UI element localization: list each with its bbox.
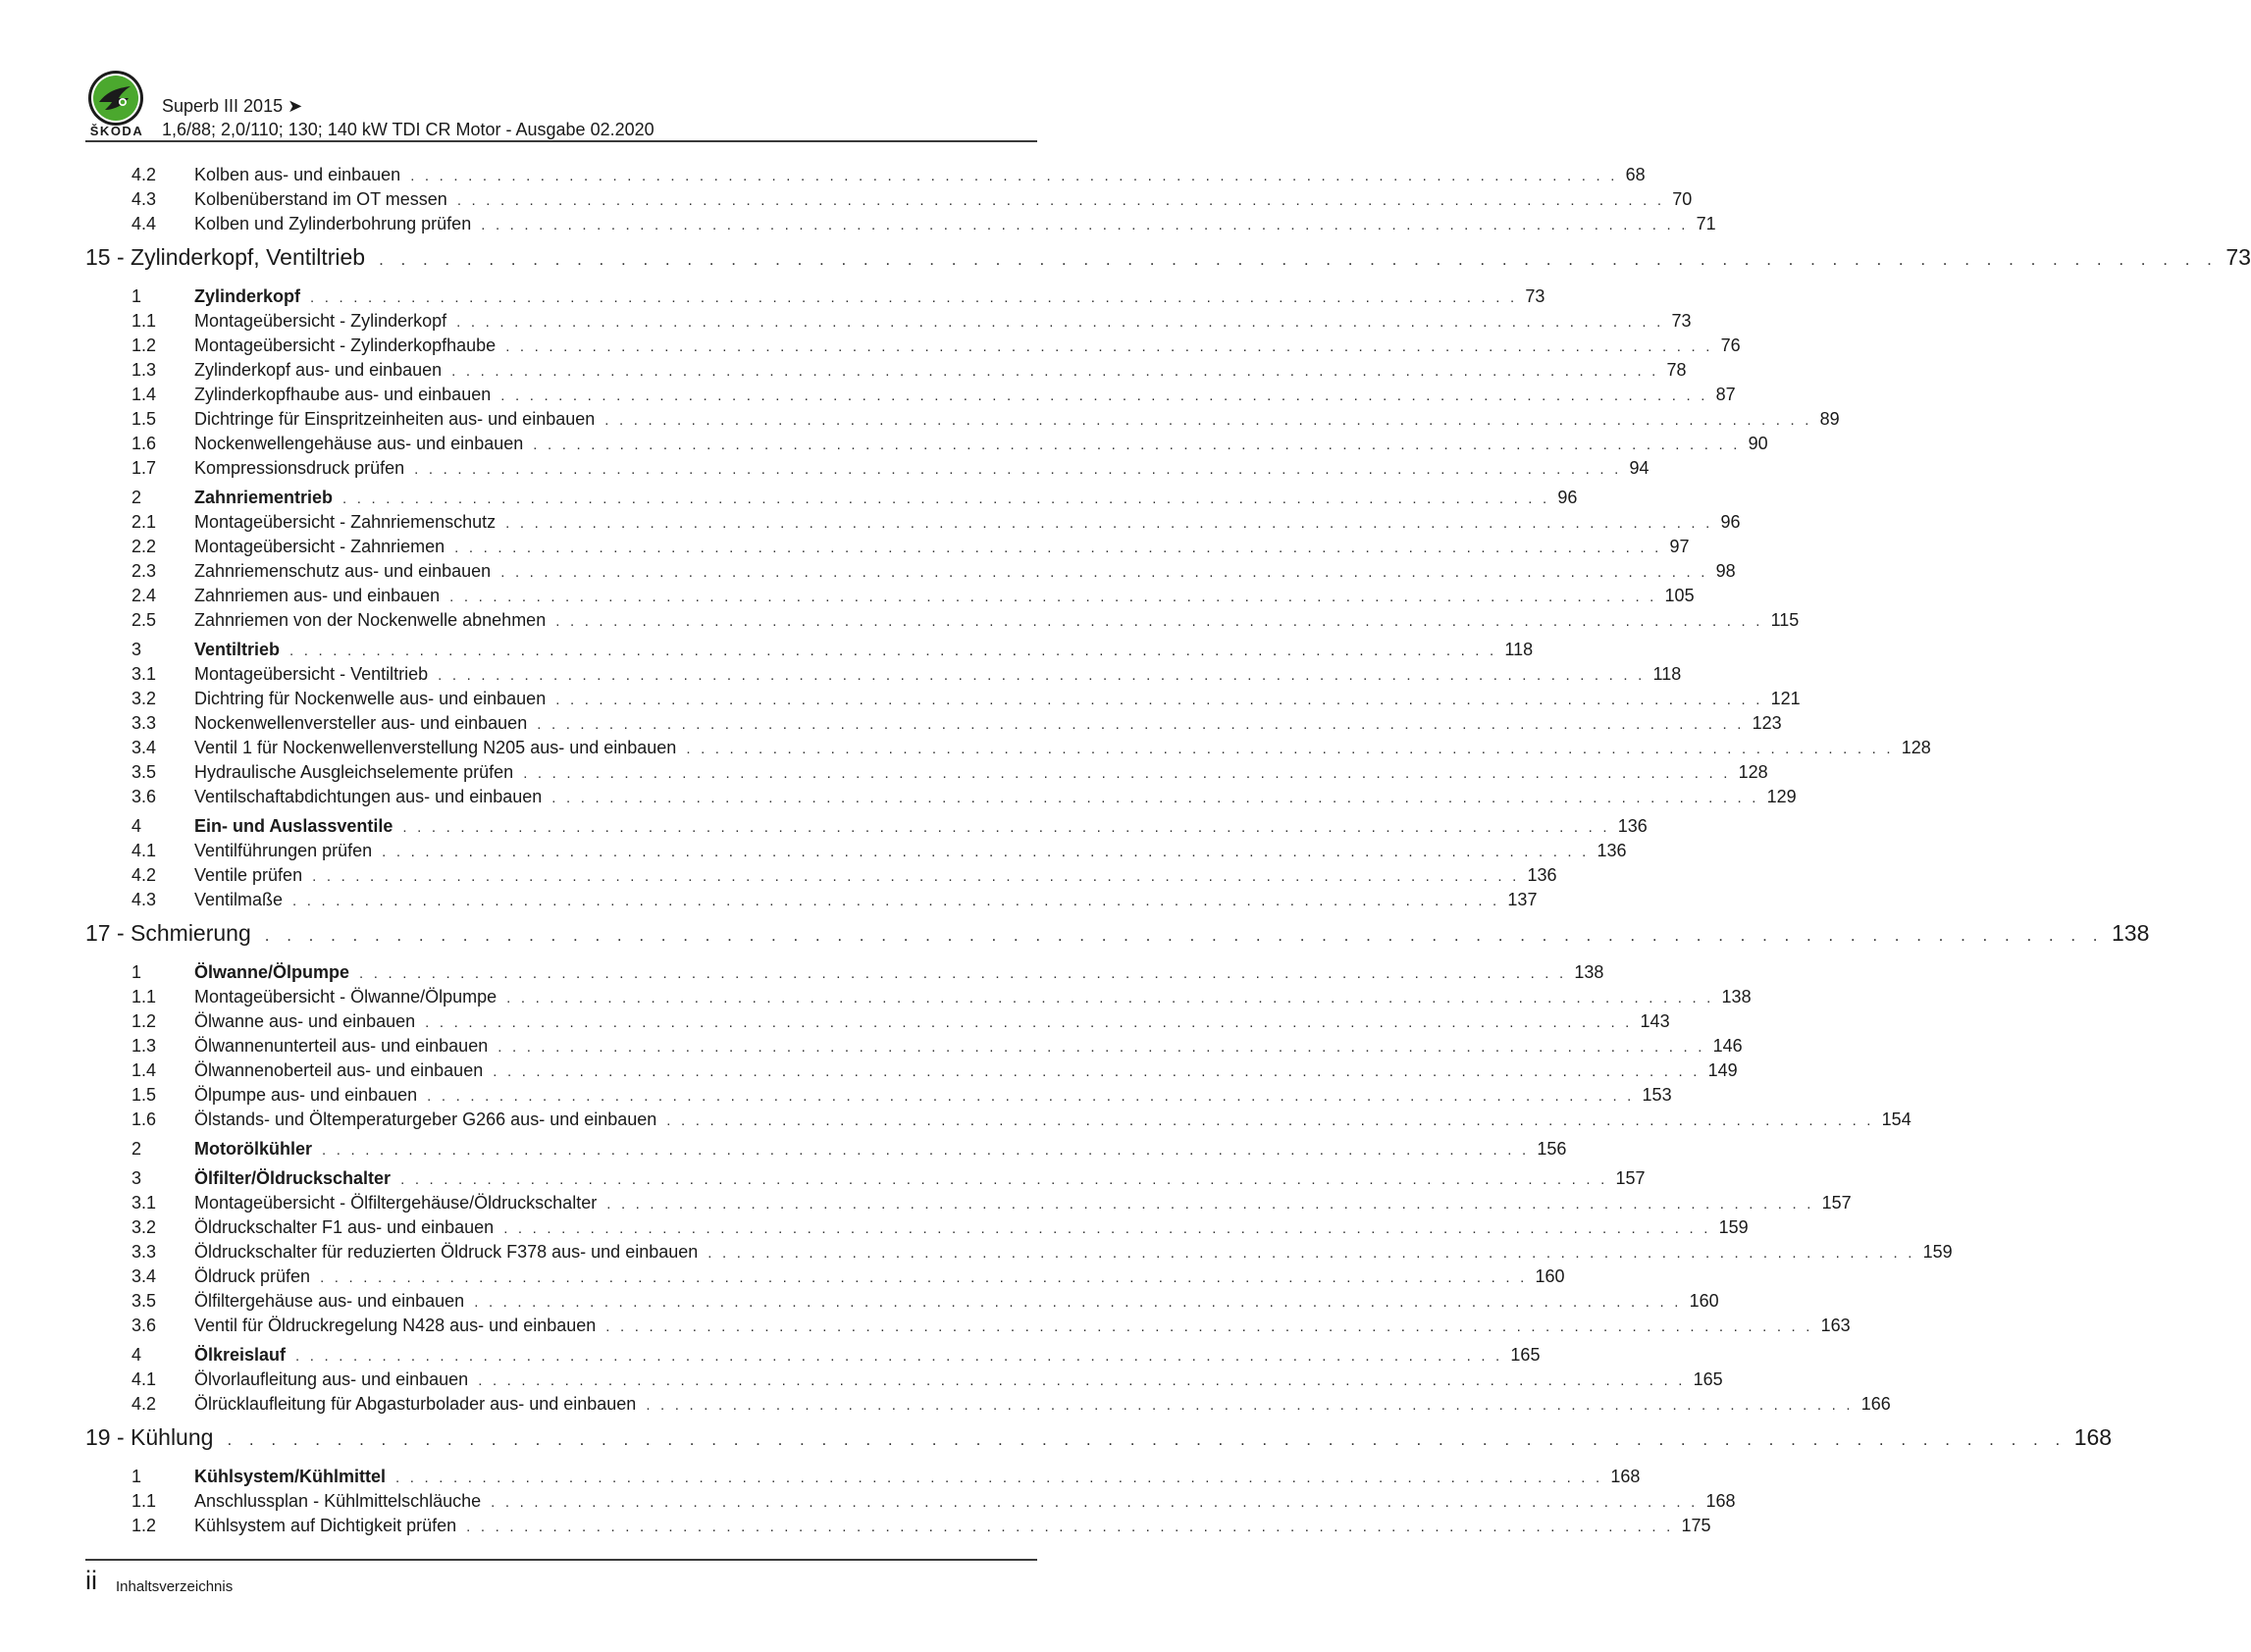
toc-entry-number: 1.7 — [131, 458, 157, 478]
toc-dot-leader: . . . . . . . . . . . . . . . . . . . . . . . . . . . . . . . . . . . . . . . . . . . . . . . . . . . . . . . . . . . . . . . . . . . . . . . . . . . . . . . . . . . . — [438, 667, 1646, 684]
toc-item-row — [85, 1491, 1736, 1516]
toc-dot-leader: . . . . . . . . . . . . . . . . . . . . . . . . . . . . . . . . . . . . . . . . . . . . . . . . . . . . . . . . . . . . . . . . . . . . . . . . . . . . . . . . . . . . — [555, 692, 1763, 708]
header-divider — [85, 140, 1037, 142]
toc-entry-number: 1.1 — [131, 987, 157, 1007]
toc-entry-page: 163 — [1820, 1316, 1851, 1335]
toc-item-row — [85, 385, 1736, 409]
toc-entry-number: 1 — [131, 1467, 142, 1486]
toc-dot-leader: . . . . . . . . . . . . . . . . . . . . . . . . . . . . . . . . . . . . . . . . . . . . . . . . . . . . . . . . . . . . . . . . . . . . . . . . . . . . . . . . . . . . — [606, 1196, 1814, 1213]
toc-entry-page: 143 — [1640, 1011, 1670, 1031]
toc-item-row — [85, 713, 1782, 738]
toc-item-row — [85, 586, 1695, 610]
toc-dot-leader: . . . . . . . . . . . . . . . . . . . . . . . . . . . . . . . . . . . . . . . . . . . . . . . . . . . . . . . . . . . . . . . . . . . . . . . . . . . . . . . . . . . . — [400, 1171, 1608, 1188]
toc-dot-leader: . . . . . . . . . . . . . . . . . . . . . . . . . . . . . . . . . . . . . . . . . . . . . . . . . . . . . . . . . . . . . . . . . . . . . . . . . . . . . . . . . . . . — [707, 1245, 1915, 1262]
skoda-logo-icon — [85, 69, 146, 128]
toc-entry-title: Ölvorlaufleitung aus- und einbauen — [194, 1369, 469, 1389]
toc-entry-title: Ölwanne aus- und einbauen — [194, 1011, 416, 1031]
toc-entry-page: 165 — [1510, 1345, 1541, 1365]
toc-entry-title: Zylinderkopfhaube aus- und einbauen — [194, 385, 492, 404]
toc-entry-title: Nockenwellengehäuse aus- und einbauen — [194, 434, 524, 453]
toc-item-row — [85, 537, 1690, 561]
table-of-contents — [85, 165, 2251, 1540]
toc-dot-leader: . . . . . . . . . . . . . . . . . . . . . . . . . . . . . . . . . . . . . . . . . . . . . . . . . . . . . . . . . . . . . . . . . . . . . . . . . . . . . . . . . . . . — [506, 990, 1714, 1007]
toc-entry-title: Motorölkühler — [194, 1139, 312, 1159]
toc-entry-page: 154 — [1881, 1110, 1911, 1129]
toc-dot-leader: . . . . . . . . . . . . . . . . . . . . . . . . . . . . . . . . . . . . . . . . . . . . . . . . . . . . . . . . . . . . . . . . . . . . . . . . . . . . . . . . . . . . — [425, 1014, 1633, 1031]
toc-entry-title: Dichtring für Nockenwelle aus- und einbauen — [194, 689, 547, 708]
toc-item-row — [85, 165, 1646, 189]
toc-dot-leader: . . . . . . . . . . . . . . . . . . . . . . . . . . . . . . . . . . . . . . . . . . . . . . . . . . . . . . . . . . . . . . . . . . . . . . . . . . . . . . . . . . . . — [537, 716, 1745, 733]
toc-section-row — [85, 286, 1545, 311]
toc-entry-number: 1 — [131, 962, 142, 982]
toc-entry-page: 115 — [1770, 610, 1800, 630]
toc-dot-leader: . . . . . . . . . . . . . . . . . . . . . . . . . . . . . . . . . . . . . . . . . . . . . . . . . . . . . . . . . . . . . . . . . . . . . . . . . . . . . . . . . . . . — [605, 1318, 1813, 1335]
toc-entry-number: 3.4 — [131, 738, 157, 757]
toc-entry-page: 138 — [1721, 987, 1752, 1007]
toc-dot-leader: . . . . . . . . . . . . . . . . . . . . . . . . . . . . . . . . . . . . . . . . . . . . . . . . . . . . . . . . . . . . . . . . . . . . . . . . . . . . . . . . . . . . — [342, 490, 1550, 507]
toc-dot-leader: . . . . . . . . . . . . . . . . . . . . . . . . . . . . . . . . . . . . . . . . . . . . . . . . . . . . . . . . . . . . . . . . . . . . . . . . . . . . . . . . . . . . — [449, 589, 1657, 605]
toc-entry-title: Kühlsystem/Kühlmittel — [194, 1467, 387, 1486]
toc-dot-leader: . . . . . . . . . . . . . . . . . . . . . . . . . . . . . . . . . . . . . . . . . . . . . . . . . . . . . . . . . . . . . . . . . . . . . . . . . . . . . . . . . . . . — [322, 1142, 1530, 1159]
toc-section-row — [85, 1168, 1646, 1193]
toc-entry-title: Zylinderkopf aus- und einbauen — [194, 360, 443, 380]
toc-entry-page: 168 — [2073, 1424, 2113, 1450]
toc-entry-title: Montageübersicht - Zylinderkopfhaube — [194, 336, 497, 355]
toc-item-row — [85, 610, 1800, 635]
toc-item-row — [85, 360, 1687, 385]
toc-entry-page: 128 — [1738, 762, 1768, 782]
engine-subtitle: 1,6/88; 2,0/110; 130; 140 kW TDI CR Motor - Ausgabe 02.2020 — [162, 120, 654, 139]
toc-dot-leader: . . . . . . . . . . . . . . . . . . . . . . . . . . . . . . . . . . . . . . . . . . . . . . . . . . . . . . . . . . . . . . . . . . . . . . . . . . . . . . . . . . . . — [555, 613, 1763, 630]
toc-entry-page: 118 — [1652, 664, 1682, 684]
toc-entry-page: 136 — [1527, 865, 1557, 885]
toc-dot-leader: . . . . . . . . . . . . . . . . . . . . . . . . . . . . . . . . . . . . . . . . . . . . . . . . . . . . . . . . . . . . . . . . . . . . . . . . . . . . . . . . . . . . — [451, 363, 1659, 380]
toc-entry-number: 4.2 — [131, 865, 157, 885]
toc-entry-title: Montageübersicht - Zylinderkopf — [194, 311, 447, 331]
toc-section-row — [85, 640, 1534, 664]
toc-entry-number: 4.3 — [131, 890, 157, 909]
toc-entry-number: 4 — [131, 816, 142, 836]
toc-entry-page: 78 — [1666, 360, 1687, 380]
toc-entry-number: 3.5 — [131, 1291, 157, 1311]
footer-label: Inhaltsverzeichnis — [116, 1578, 234, 1595]
toc-entry-page: 138 — [1574, 962, 1604, 982]
toc-entry-number: 1.1 — [131, 311, 157, 331]
toc-entry-page: 68 — [1625, 165, 1646, 184]
toc-dot-leader: . . . . . . . . . . . . . . . . . . . . . . . . . . . . . . . . . . . . . . . . . . . . . . . . . . . . . . . . . . . . . . . . . . . . . . . . . . . . . . . . . . . . — [533, 437, 1741, 453]
toc-entry-number: 1.1 — [131, 1491, 157, 1511]
toc-entry-number: 4.3 — [131, 189, 157, 209]
toc-entry-number: 3 — [131, 640, 142, 659]
toc-item-row — [85, 1316, 1851, 1340]
toc-dot-leader: . . . . . . . . . . . . . . . . . . . . . . . . . . . . . . . . . . . . . . . . . . . . . . . . . . . . . . . . . . . . . . . . . . . . . . . . . . . . . . . . . . . . — [382, 844, 1590, 860]
page-number: ii — [85, 1566, 97, 1595]
toc-entry-number: 2.1 — [131, 512, 157, 532]
toc-entry-number: 3.5 — [131, 762, 157, 782]
toc-section-row — [85, 1139, 1567, 1163]
toc-entry-title: Öldruckschalter für reduzierten Öldruck F378 aus- und einbauen — [194, 1242, 699, 1262]
brand-name: ŠKODA — [89, 124, 144, 138]
toc-item-row — [85, 1242, 1953, 1266]
toc-entry-page: 166 — [1860, 1394, 1891, 1414]
toc-entry-page: 73 — [1671, 311, 1692, 331]
toc-entry-number: 3.3 — [131, 713, 157, 733]
toc-item-row — [85, 1394, 1891, 1419]
toc-dot-leader: . . . . . . . . . . . . . . . . . . . . . . . . . . . . . . . . . . . . . . . . . . . . . . . . . . . . . . . . . . . . . . . . . . . . . . . . . . . . . . . . . . . . — [497, 1039, 1705, 1056]
toc-entry-number: 1.2 — [131, 1516, 157, 1535]
toc-entry-title: Ölwanne/Ölpumpe — [194, 962, 350, 982]
toc-dot-leader: . . . . . . . . . . . . . . . . . . . . . . . . . . . . . . . . . . . . . . . . . . . . . . . . . . . . . . . . . . . . . . . . . . . . . . . . . . . . . . . . . . . . — [646, 1397, 1854, 1414]
toc-dot-leader: . . . . . . . . . . . . . . . . . . . . . . . . . . . . . . . . . . . . . . . . . . . . . . . . . . . . . . . . . . . . . . . . . . . . . . . . . . . . . . . . . . . . — [292, 893, 1500, 909]
toc-dot-leader: . . . . . . . . . . . . . . . . . . . . . . . . . . . . . . . . . . . . . . . . . . . . . . . . . . . . . . . . . . . . . . . . . . . . . . . . . . . . . . . . . . . . — [491, 1494, 1699, 1511]
toc-chapter-row — [85, 1424, 2113, 1462]
toc-entry-page: 160 — [1535, 1266, 1565, 1286]
toc-entry-number: 3.4 — [131, 1266, 157, 1286]
toc-entry-page: 168 — [1705, 1491, 1736, 1511]
toc-dot-leader: . . . . . . . . . . . . . . . . . . . . . . . . . . . . . . . . . . . . . . . . . . . . . . . . . . . . . . . . . . . . . . . . . . . . . . . . . . . . . . . . . . . . — [379, 250, 2219, 269]
toc-item-row — [85, 1085, 1672, 1110]
toc-section-row — [85, 1345, 1541, 1369]
toc-entry-page: 136 — [1617, 816, 1648, 836]
toc-dot-leader: . . . . . . . . . . . . . . . . . . . . . . . . . . . . . . . . . . . . . . . . . . . . . . . . . . . . . . . . . . . . . . . . . . . . . . . . . . . . . . . . . . . . — [604, 412, 1812, 429]
toc-entry-number: 2.4 — [131, 586, 157, 605]
toc-entry-page: 90 — [1748, 434, 1768, 453]
toc-item-row — [85, 1266, 1565, 1291]
toc-dot-leader: . . . . . . . . . . . . . . . . . . . . . . . . . . . . . . . . . . . . . . . . . . . . . . . . . . . . . . . . . . . . . . . . . . . . . . . . . . . . . . . . . . . . — [456, 314, 1664, 331]
toc-entry-number: 1.3 — [131, 1036, 157, 1056]
toc-entry-title: Zahnriemen von der Nockenwelle abnehmen — [194, 610, 547, 630]
toc-entry-page: 153 — [1642, 1085, 1672, 1105]
toc-dot-leader: . . . . . . . . . . . . . . . . . . . . . . . . . . . . . . . . . . . . . . . . . . . . . . . . . . . . . . . . . . . . . . . . . . . . . . . . . . . . . . . . . . . . — [551, 790, 1759, 806]
toc-item-row — [85, 865, 1557, 890]
toc-entry-number: 4.4 — [131, 214, 157, 233]
toc-entry-title: Kühlsystem auf Dichtigkeit prüfen — [194, 1516, 457, 1535]
toc-entry-number: 4.2 — [131, 165, 157, 184]
toc-dot-leader: . . . . . . . . . . . . . . . . . . . . . . . . . . . . . . . . . . . . . . . . . . . . . . . . . . . . . . . . . . . . . . . . . . . . . . . . . . . . . . . . . . . . — [478, 1372, 1686, 1389]
toc-dot-leader: . . . . . . . . . . . . . . . . . . . . . . . . . . . . . . . . . . . . . . . . . . . . . . . . . . . . . . . . . . . . . . . . . . . . . . . . . . . . . . . . . . . . — [500, 564, 1708, 581]
toc-entry-page: 159 — [1922, 1242, 1953, 1262]
toc-entry-number: 1.2 — [131, 336, 157, 355]
toc-dot-leader: . . . . . . . . . . . . . . . . . . . . . . . . . . . . . . . . . . . . . . . . . . . . . . . . . . . . . . . . . . . . . . . . . . . . . . . . . . . . . . . . . . . . — [359, 965, 1567, 982]
toc-item-row — [85, 409, 1840, 434]
toc-entry-number: 3.1 — [131, 664, 157, 684]
toc-entry-page: 121 — [1770, 689, 1801, 708]
toc-dot-leader: . . . . . . . . . . . . . . . . . . . . . . . . . . . . . . . . . . . . . . . . . . . . . . . . . . . . . . . . . . . . . . . . . . . . . . . . . . . . . . . . . . . . — [505, 515, 1713, 532]
toc-entry-title: Montageübersicht - Ventiltrieb — [194, 664, 429, 684]
toc-entry-page: 94 — [1629, 458, 1649, 478]
toc-item-row — [85, 1516, 1711, 1540]
toc-item-row — [85, 336, 1741, 360]
toc-entry-title: Zahnriemenschutz aus- und einbauen — [194, 561, 492, 581]
toc-dot-leader: . . . . . . . . . . . . . . . . . . . . . . . . . . . . . . . . . . . . . . . . . . . . . . . . . . . . . . . . . . . . . . . . . . . . . . . . . . . . . . . . . . . . — [523, 765, 1731, 782]
toc-item-row — [85, 1193, 1852, 1217]
toc-dot-leader: . . . . . . . . . . . . . . . . . . . . . . . . . . . . . . . . . . . . . . . . . . . . . . . . . . . . . . . . . . . . . . . . . . . . . . . . . . . . . . . . . . . . — [481, 217, 1689, 233]
toc-entry-number: 2.5 — [131, 610, 157, 630]
page-header — [85, 69, 1037, 143]
toc-entry-title: Öldruckschalter F1 aus- und einbauen — [194, 1217, 495, 1237]
toc-entry-title: Kolben und Zylinderbohrung prüfen — [194, 214, 472, 233]
toc-dot-leader: . . . . . . . . . . . . . . . . . . . . . . . . . . . . . . . . . . . . . . . . . . . . . . . . . . . . . . . . . . . . . . . . . . . . . . . . . . . . . . . . . . . . — [410, 168, 1618, 184]
toc-entry-page: 159 — [1718, 1217, 1749, 1237]
toc-entry-page: 70 — [1672, 189, 1693, 209]
toc-entry-page: 96 — [1720, 512, 1741, 532]
toc-entry-number: 1.5 — [131, 1085, 157, 1105]
toc-entry-page: 128 — [1901, 738, 1931, 757]
toc-entry-title: Hydraulische Ausgleichselemente prüfen — [194, 762, 514, 782]
toc-dot-leader: . . . . . . . . . . . . . . . . . . . . . . . . . . . . . . . . . . . . . . . . . . . . . . . . . . . . . . . . . . . . . . . . . . . . . . . . . . . . . . . . . . . . — [427, 1088, 1635, 1105]
toc-entry-number: 4.2 — [131, 1394, 157, 1414]
toc-entry-page: 71 — [1696, 214, 1716, 233]
toc-dot-leader: . . . . . . . . . . . . . . . . . . . . . . . . . . . . . . . . . . . . . . . . . . . . . . . . . . . . . . . . . . . . . . . . . . . . . . . . . . . . . . . . . . . . — [264, 926, 2105, 945]
toc-dot-leader: . . . . . . . . . . . . . . . . . . . . . . . . . . . . . . . . . . . . . . . . . . . . . . . . . . . . . . . . . . . . . . . . . . . . . . . . . . . . . . . . . . . . — [320, 1269, 1528, 1286]
toc-entry-title: 15 - Zylinderkopf, Ventiltrieb — [85, 244, 366, 270]
toc-entry-page: 168 — [1610, 1467, 1641, 1486]
toc-entry-page: 123 — [1752, 713, 1782, 733]
toc-dot-leader: . . . . . . . . . . . . . . . . . . . . . . . . . . . . . . . . . . . . . . . . . . . . . . . . . . . . . . . . . . . . . . . . . . . . . . . . . . . . . . . . . . . . — [456, 192, 1665, 209]
toc-entry-page: 96 — [1557, 488, 1578, 507]
toc-item-row — [85, 890, 1538, 914]
toc-entry-page: 89 — [1819, 409, 1840, 429]
toc-entry-number: 1.2 — [131, 1011, 157, 1031]
toc-item-row — [85, 1060, 1738, 1085]
toc-entry-number: 1.4 — [131, 1060, 157, 1080]
toc-dot-leader: . . . . . . . . . . . . . . . . . . . . . . . . . . . . . . . . . . . . . . . . . . . . . . . . . . . . . . . . . . . . . . . . . . . . . . . . . . . . . . . . . . . . — [414, 461, 1622, 478]
toc-dot-leader: . . . . . . . . . . . . . . . . . . . . . . . . . . . . . . . . . . . . . . . . . . . . . . . . . . . . . . . . . . . . . . . . . . . . . . . . . . . . . . . . . . . . — [466, 1519, 1674, 1535]
toc-entry-number: 1 — [131, 286, 142, 306]
toc-entry-number: 1.5 — [131, 409, 157, 429]
toc-dot-leader: . . . . . . . . . . . . . . . . . . . . . . . . . . . . . . . . . . . . . . . . . . . . . . . . . . . . . . . . . . . . . . . . . . . . . . . . . . . . . . . . . . . . — [295, 1348, 1503, 1365]
toc-entry-number: 1.6 — [131, 434, 157, 453]
toc-entry-page: 97 — [1669, 537, 1690, 556]
toc-entry-number: 2.2 — [131, 537, 157, 556]
toc-section-row — [85, 962, 1604, 987]
toc-entry-title: Montageübersicht - Zahnriemenschutz — [194, 512, 497, 532]
toc-section-row — [85, 816, 1648, 841]
toc-entry-page: 98 — [1715, 561, 1736, 581]
toc-chapter-row — [85, 244, 2251, 282]
toc-entry-title: Kolben aus- und einbauen — [194, 165, 401, 184]
toc-entry-title: Ventilführungen prüfen — [194, 841, 373, 860]
toc-entry-title: Zylinderkopf — [194, 286, 301, 306]
toc-entry-page: 73 — [1525, 286, 1545, 306]
toc-entry-number: 2.3 — [131, 561, 157, 581]
toc-item-row — [85, 561, 1736, 586]
toc-section-row — [85, 488, 1578, 512]
toc-item-row — [85, 1011, 1670, 1036]
toc-entry-page: 137 — [1507, 890, 1538, 909]
toc-entry-title: Zahnriementrieb — [194, 488, 334, 507]
toc-dot-leader: . . . . . . . . . . . . . . . . . . . . . . . . . . . . . . . . . . . . . . . . . . . . . . . . . . . . . . . . . . . . . . . . . . . . . . . . . . . . . . . . . . . . — [289, 643, 1497, 659]
toc-entry-page: 76 — [1720, 336, 1741, 355]
toc-entry-number: 3.3 — [131, 1242, 157, 1262]
toc-entry-title: 17 - Schmierung — [85, 920, 251, 946]
toc-entry-number: 2 — [131, 1139, 142, 1159]
toc-dot-leader: . . . . . . . . . . . . . . . . . . . . . . . . . . . . . . . . . . . . . . . . . . . . . . . . . . . . . . . . . . . . . . . . . . . . . . . . . . . . . . . . . . . . — [505, 338, 1713, 355]
toc-dot-leader: . . . . . . . . . . . . . . . . . . . . . . . . . . . . . . . . . . . . . . . . . . . . . . . . . . . . . . . . . . . . . . . . . . . . . . . . . . . . . . . . . . . . — [493, 1063, 1701, 1080]
toc-item-row — [85, 664, 1682, 689]
toc-dot-leader: . . . . . . . . . . . . . . . . . . . . . . . . . . . . . . . . . . . . . . . . . . . . . . . . . . . . . . . . . . . . . . . . . . . . . . . . . . . . . . . . . . . . — [312, 868, 1520, 885]
toc-item-row — [85, 434, 1768, 458]
toc-item-row — [85, 512, 1741, 537]
toc-item-row — [85, 214, 1716, 238]
toc-entry-page: 165 — [1693, 1369, 1723, 1389]
toc-entry-number: 1.6 — [131, 1110, 157, 1129]
toc-item-row — [85, 1291, 1719, 1316]
toc-entry-title: Nockenwellenversteller aus- und einbauen — [194, 713, 528, 733]
toc-entry-page: 105 — [1664, 586, 1695, 605]
toc-item-row — [85, 841, 1627, 865]
footer-divider — [85, 1559, 1037, 1561]
model-title: Superb III 2015 ➤ — [162, 96, 303, 116]
toc-entry-page: 157 — [1615, 1168, 1646, 1188]
toc-entry-title: Ventilschaftabdichtungen aus- und einbauen — [194, 787, 543, 806]
toc-entry-page: 149 — [1707, 1060, 1738, 1080]
toc-entry-page: 146 — [1712, 1036, 1743, 1056]
toc-entry-page: 118 — [1504, 640, 1534, 659]
toc-entry-title: Ventile prüfen — [194, 865, 303, 885]
toc-entry-title: Ölfilter/Öldruckschalter — [194, 1168, 392, 1188]
toc-entry-number: 2 — [131, 488, 142, 507]
toc-entry-title: Montageübersicht - Ölwanne/Ölpumpe — [194, 987, 497, 1007]
toc-entry-title: Ölwannenoberteil aus- und einbauen — [194, 1060, 484, 1080]
toc-entry-title: Dichtringe für Einspritzeinheiten aus- und einbauen — [194, 409, 596, 429]
toc-entry-title: Ölfiltergehäuse aus- und einbauen — [194, 1291, 465, 1311]
toc-entry-page: 73 — [2225, 244, 2251, 270]
toc-item-row — [85, 987, 1752, 1011]
toc-item-row — [85, 311, 1692, 336]
toc-dot-leader: . . . . . . . . . . . . . . . . . . . . . . . . . . . . . . . . . . . . . . . . . . . . . . . . . . . . . . . . . . . . . . . . . . . . . . . . . . . . . . . . . . . . — [454, 540, 1662, 556]
toc-entry-number: 3.6 — [131, 787, 157, 806]
toc-entry-title: Ventiltrieb — [194, 640, 281, 659]
toc-dot-leader: . . . . . . . . . . . . . . . . . . . . . . . . . . . . . . . . . . . . . . . . . . . . . . . . . . . . . . . . . . . . . . . . . . . . . . . . . . . . . . . . . . . . — [686, 741, 1894, 757]
toc-item-row — [85, 1110, 1911, 1134]
toc-entry-title: Ein- und Auslassventile — [194, 816, 393, 836]
toc-entry-number: 1.3 — [131, 360, 157, 380]
toc-entry-title: Montageübersicht - Ölfiltergehäuse/Öldruckschalter — [194, 1193, 598, 1213]
toc-entry-title: Ölwannenunterteil aus- und einbauen — [194, 1036, 489, 1056]
toc-item-row — [85, 1369, 1723, 1394]
toc-item-row — [85, 458, 1649, 483]
toc-entry-title: Öldruck prüfen — [194, 1266, 311, 1286]
toc-entry-number: 3.6 — [131, 1316, 157, 1335]
toc-item-row — [85, 1036, 1743, 1060]
toc-entry-number: 4.1 — [131, 1369, 157, 1389]
toc-entry-title: Ölstands- und Öltemperaturgeber G266 aus- und einbauen — [194, 1110, 657, 1129]
toc-entry-title: Ölpumpe aus- und einbauen — [194, 1085, 418, 1105]
toc-dot-leader: . . . . . . . . . . . . . . . . . . . . . . . . . . . . . . . . . . . . . . . . . . . . . . . . . . . . . . . . . . . . . . . . . . . . . . . . . . . . . . . . . . . . — [503, 1220, 1711, 1237]
toc-entry-number: 4.1 — [131, 841, 157, 860]
toc-dot-leader: . . . . . . . . . . . . . . . . . . . . . . . . . . . . . . . . . . . . . . . . . . . . . . . . . . . . . . . . . . . . . . . . . . . . . . . . . . . . . . . . . . . . — [474, 1294, 1682, 1311]
toc-entry-title: 19 - Kühlung — [85, 1424, 214, 1450]
toc-dot-leader: . . . . . . . . . . . . . . . . . . . . . . . . . . . . . . . . . . . . . . . . . . . . . . . . . . . . . . . . . . . . . . . . . . . . . . . . . . . . . . . . . . . . — [500, 387, 1708, 404]
toc-entry-number: 3.2 — [131, 689, 157, 708]
toc-dot-leader: . . . . . . . . . . . . . . . . . . . . . . . . . . . . . . . . . . . . . . . . . . . . . . . . . . . . . . . . . . . . . . . . . . . . . . . . . . . . . . . . . . . . — [310, 289, 1518, 306]
toc-entry-title: Ventilmaße — [194, 890, 284, 909]
toc-entry-page: 138 — [2112, 920, 2150, 946]
toc-item-row — [85, 689, 1801, 713]
toc-entry-title: Montageübersicht - Zahnriemen — [194, 537, 445, 556]
toc-entry-title: Ölrücklaufleitung für Abgasturbolader aus- und einbauen — [194, 1394, 637, 1414]
toc-entry-number: 3 — [131, 1168, 142, 1188]
toc-dot-leader: . . . . . . . . . . . . . . . . . . . . . . . . . . . . . . . . . . . . . . . . . . . . . . . . . . . . . . . . . . . . . . . . . . . . . . . . . . . . . . . . . . . . — [395, 1470, 1603, 1486]
toc-entry-page: 87 — [1715, 385, 1736, 404]
toc-entry-page: 175 — [1681, 1516, 1711, 1535]
toc-entry-number: 3.2 — [131, 1217, 157, 1237]
toc-entry-page: 157 — [1821, 1193, 1852, 1213]
toc-dot-leader: . . . . . . . . . . . . . . . . . . . . . . . . . . . . . . . . . . . . . . . . . . . . . . . . . . . . . . . . . . . . . . . . . . . . . . . . . . . . . . . . . . . . — [666, 1112, 1874, 1129]
toc-entry-title: Ölkreislauf — [194, 1345, 287, 1365]
toc-entry-page: 160 — [1689, 1291, 1719, 1311]
toc-dot-leader: . . . . . . . . . . . . . . . . . . . . . . . . . . . . . . . . . . . . . . . . . . . . . . . . . . . . . . . . . . . . . . . . . . . . . . . . . . . . . . . . . . . . — [402, 819, 1610, 836]
toc-item-row — [85, 189, 1693, 214]
toc-item-row — [85, 738, 1931, 762]
toc-entry-number: 3.1 — [131, 1193, 157, 1213]
toc-entry-page: 129 — [1766, 787, 1797, 806]
toc-entry-title: Anschlussplan - Kühlmittelschläuche — [194, 1491, 482, 1511]
toc-chapter-row — [85, 920, 2150, 957]
toc-entry-number: 1.4 — [131, 385, 157, 404]
toc-entry-title: Ventil für Öldruckregelung N428 aus- und einbauen — [194, 1316, 597, 1335]
toc-entry-page: 156 — [1537, 1139, 1567, 1159]
toc-item-row — [85, 1217, 1749, 1242]
toc-entry-page: 136 — [1597, 841, 1627, 860]
toc-item-row — [85, 787, 1797, 811]
toc-item-row — [85, 762, 1768, 787]
toc-entry-number: 4 — [131, 1345, 142, 1365]
toc-entry-title: Kompressionsdruck prüfen — [194, 458, 405, 478]
toc-entry-title: Zahnriemen aus- und einbauen — [194, 586, 441, 605]
toc-dot-leader: . . . . . . . . . . . . . . . . . . . . . . . . . . . . . . . . . . . . . . . . . . . . . . . . . . . . . . . . . . . . . . . . . . . . . . . . . . . . . . . . . . . . — [227, 1430, 2067, 1449]
toc-section-row — [85, 1467, 1641, 1491]
toc-entry-title: Kolbenüberstand im OT messen — [194, 189, 447, 209]
toc-entry-title: Ventil 1 für Nockenwellenverstellung N205 aus- und einbauen — [194, 738, 677, 757]
